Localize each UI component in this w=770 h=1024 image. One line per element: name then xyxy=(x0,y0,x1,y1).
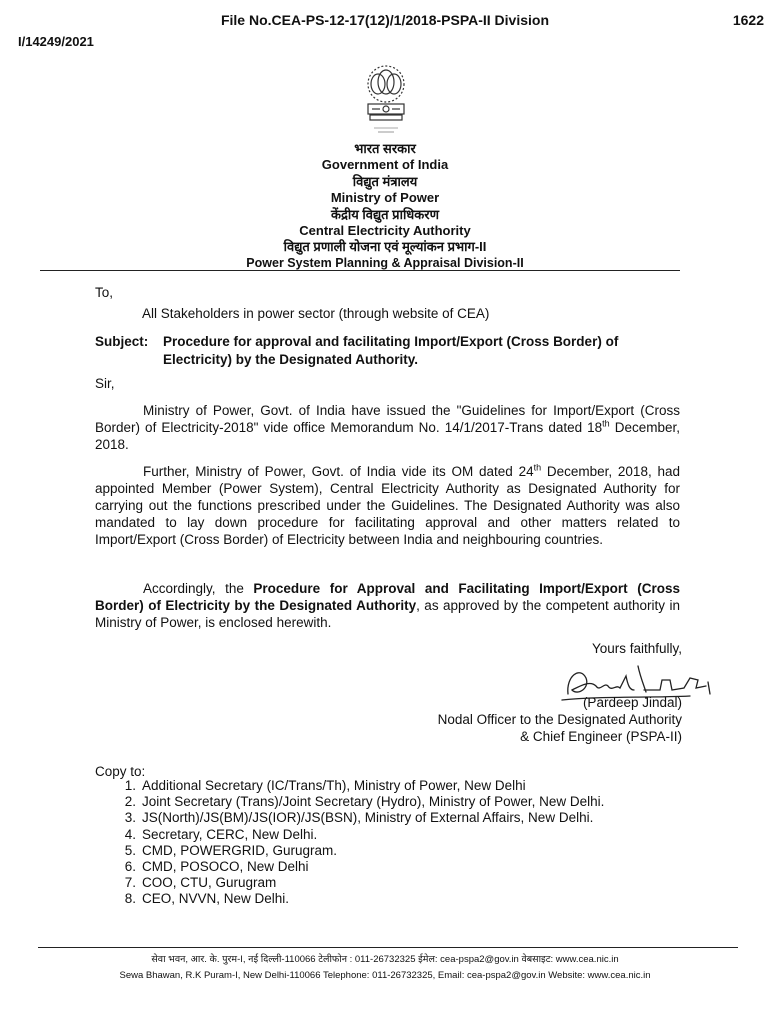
para2-text-b: December, 2018, had appointed Member (Power System), Central Electricity Authority as Designated Authority for carrying out the functions prescribed under the Guidelines. The Designated Authority was also mandated to lay down procedure for facilitating approval and other matters related to Import/Export (Cross Border) of Electricity between India and neighbouring countries. xyxy=(95,464,680,547)
paragraph-3 xyxy=(95,580,680,631)
page-number: 1622 xyxy=(732,12,764,28)
para2-superscript: th xyxy=(533,462,542,473)
para3-text-b: , as approved by the competent authority in Ministry of Power, is enclosed herewith. xyxy=(95,598,681,630)
list-item: 8. CEO, NVVN, New Delhi. xyxy=(124,891,290,907)
para3-bold-text: Procedure for Approval and Facilitating Import/Export (Cross Border) of Electricity by the Designated Authority xyxy=(95,581,680,613)
header-divider xyxy=(40,270,680,271)
copy-to-list xyxy=(118,778,604,908)
letterhead-hindi-ministry: विद्युत मंत्रालय xyxy=(352,174,418,189)
letterhead-ministry: Ministry of Power xyxy=(330,190,440,205)
salutation: Sir, xyxy=(95,376,115,391)
paragraph-2 xyxy=(95,463,680,548)
letterhead-hindi-authority: केंद्रीय विद्युत प्राधिकरण xyxy=(330,207,440,222)
letterhead-hindi-govt: भारत सरकार xyxy=(354,141,416,156)
list-item: 7. COO, CTU, Gurugram xyxy=(124,875,277,891)
subject-text: Procedure for approval and facilitating Import/Export (Cross Border) of Electricity) by the Designated Authority. xyxy=(163,334,619,367)
copy-to-label: Copy to: xyxy=(95,764,146,779)
letterhead-hindi-division: विद्युत प्रणाली योजना एवं मूल्यांकन प्रभाग-II xyxy=(283,239,487,254)
reference-number: I/14249/2021 xyxy=(18,34,94,49)
para1-text-a: Ministry of Power, Govt. of India have issued the "Guidelines for Import/Export (Cross Border) of Electricity-2018" vide office Memorandum No. 14/1/2017-Trans dated 18 xyxy=(95,403,680,435)
recipient: All Stakeholders in power sector (through website of CEA) xyxy=(142,306,490,321)
signatory-name: (Pardeep Jindal) xyxy=(582,695,682,710)
letterhead-authority: Central Electricity Authority xyxy=(299,223,471,238)
subject-label: Subject: xyxy=(95,334,149,349)
letterhead-govt: Government of India xyxy=(321,157,449,172)
para3-text-a: Accordingly, the xyxy=(143,581,254,596)
para2-text-a: Further, Ministry of Power, Govt. of India vide its OM dated 24 xyxy=(143,464,534,479)
list-item: 5. CMD, POWERGRID, Gurugram. xyxy=(124,842,338,858)
list-item: 1. Additional Secretary (IC/Trans/Th), Ministry of Power, New Delhi xyxy=(124,778,526,793)
paragraph-1 xyxy=(95,402,680,453)
list-item: 2. Joint Secretary (Trans)/Joint Secretary (Hydro), Ministry of Power, New Delhi. xyxy=(124,794,605,810)
footer-divider xyxy=(38,947,738,948)
list-item: 4. Secretary, CERC, New Delhi. xyxy=(124,826,318,842)
para1-text-b: December, 2018. xyxy=(95,420,681,452)
closing: Yours faithfully, xyxy=(591,641,682,656)
footer-english-address: Sewa Bhawan, R.K Puram-I, New Delhi-110066 Telephone: 011-26732325, Email: cea-pspa2@gov.in Website: www.cea.nic.in xyxy=(119,970,651,981)
list-item: 6. CMD, POSOCO, New Delhi xyxy=(124,859,309,875)
to-label: To, xyxy=(95,285,114,300)
footer-hindi-address: सेवा भवन, आर. के. पुरम-I, नई दिल्ली-110066 टेलीफोन : 011-26732325 ईमेल: cea-pspa2@gov.in वेबसाइट: www.cea.nic.in xyxy=(151,954,619,965)
file-number: File No.CEA-PS-12-17(12)/1/2018-PSPA-II Division xyxy=(220,12,550,28)
letterhead-division: Power System Planning & Appraisal Division-II xyxy=(246,256,524,270)
national-emblem-icon xyxy=(358,62,414,140)
list-item: 3. JS(North)/JS(BM)/JS(IOR)/JS(BSN), Ministry of External Affairs, New Delhi. xyxy=(124,810,594,826)
para1-superscript: th xyxy=(602,418,610,429)
designation-line-2: & Chief Engineer (PSPA-II) xyxy=(520,729,682,744)
designation-line-1: Nodal Officer to the Designated Authority xyxy=(437,712,682,727)
